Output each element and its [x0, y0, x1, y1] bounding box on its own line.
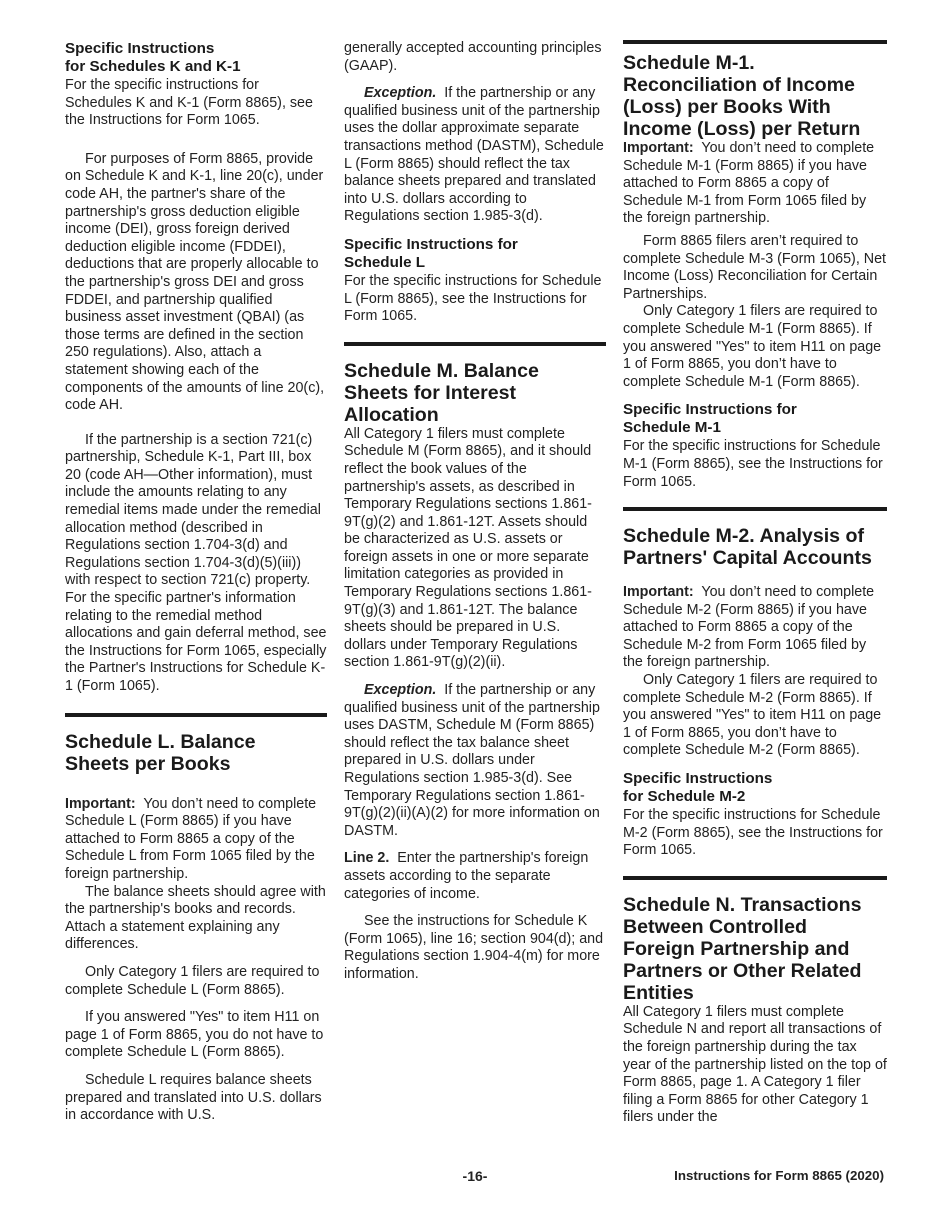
section-schedule-m1 [623, 40, 887, 491]
heading-schedule-m1: Schedule M-1. Reconciliation of Income (Loss) per Books With Income (Loss) per Return [623, 52, 861, 140]
column-right [623, 40, 887, 1127]
heading-specific-instructions-k: Specific Instructions for Schedules K and K-1 [65, 40, 241, 75]
heading-schedule-n: Schedule N. Transactions Between Controlled Foreign Partnership and Partners or Other Related Entities [623, 893, 862, 1004]
heading-schedule-m2: Schedule M-2. Analysis of Partners' Capital Accounts [623, 525, 872, 570]
section-schedule-n [623, 876, 887, 1127]
paragraph: Important: You don’t need to complete Schedule L (Form 8865) if you have attached to Form 8865 a copy of the Schedule L from Form 1065 filed by the foreign partnership. [65, 795, 317, 882]
paragraph: Schedule L requires balance sheets prepared and translated into U.S. dollars in accordance with U.S. [65, 1071, 322, 1124]
column-middle [344, 40, 606, 984]
paragraph: For the specific instructions for Schedule M-1 (Form 8865), see the Instructions for Form 1065. [623, 438, 883, 490]
heading-specific-instructions-l: Specific Instructions for Schedule L [344, 235, 518, 271]
heading-schedule-m: Schedule M. Balance Sheets for Interest Allocation [344, 359, 539, 426]
paragraph: Exception. If the partnership or any qualified business unit of the partnership uses DASTM, Schedule M (Form 8865) should reflect the tax balance sheet prepared in U.S. dollars under Regulations section 1.985-3(d). See Temporary Regulations section 1.861-9T(g)(2)(ii)(A)(2) for more information on DASTM. [344, 682, 600, 839]
paragraph: Line 2. Enter the partnership's foreign assets according to the separate categories of income. [344, 850, 589, 902]
section-schedule-m [344, 342, 606, 984]
paragraph: If the partnership is a section 721(c) partnership, Schedule K-1, Part III, box 20 (code AH—Other information), must include the amounts relating to any remedial items made under the remedial allocation method (described in Regulations section 1.704-3(d) and Regulations section 1.704-3(d)(5)(iii)) with respect to section 721(c) property. For the specific partner's information relating to the remedial method allocations and gain deferral method, see the Instructions for Form 1065, especially the Partner's Instructions for Schedule K-1 (Form 1065). [65, 431, 327, 694]
section-schedule-m2 [623, 507, 887, 860]
paragraph: For the specific instructions for Schedules K and K-1 (Form 8865), see the Instructions for Form 1065. [65, 77, 313, 129]
paragraph: Only Category 1 filers are required to complete Schedule L (Form 8865). [65, 963, 320, 998]
paragraph: Only Category 1 filers are required to complete Schedule M-2 (Form 8865). If you answered "Yes" to item H11 on page 1 of Form 8865, you don’t have to complete Schedule M-2 (Form 8865). [623, 672, 882, 759]
paragraph: For the specific instructions for Schedule L (Form 8865), see the Instructions for Form 1065. [344, 272, 602, 325]
paragraph: Important: You don’t need to complete Schedule M-2 (Form 8865) if you have attached to Form 8865 a copy of the Schedule M-2 from Form 1065 filed by the foreign partnership. [623, 584, 875, 671]
paragraph: The balance sheets should agree with the partnership's books and records. Attach a statement explaining any differences. [65, 883, 326, 953]
paragraph: See the instructions for Schedule K (Form 1065), line 16; section 904(d); and Regulations section 1.904-4(m) for more information. [344, 913, 604, 982]
paragraph: generally accepted accounting principles (GAAP). [344, 40, 602, 74]
paragraph: All Category 1 filers must complete Schedule N and report all transactions of the foreign partnership during the tax year of the partnership listed on the top of Form 8865, page 1. A Category 1 filer filing a Form 8865 for other Category 1 filers under the [623, 1003, 887, 1126]
paragraph: If you answered "Yes" to item H11 on page 1 of Form 8865, you do not have to complete Schedule L (Form 8865). [65, 1009, 324, 1061]
heading-schedule-l: Schedule L. Balance Sheets per Books [65, 730, 256, 775]
heading-specific-instructions-m2: Specific Instructions for Schedule M-2 [623, 770, 773, 806]
paragraph: Exception. If the partnership or any qualified business unit of the partnership uses the dollar approximate separate transactions method (DASTM), Schedule L (Form 8865) should reflect the tax balance sheets prepared and translated into U.S. dollars according to Regulations section 1.985-3(d). [344, 85, 604, 225]
column-left [65, 40, 327, 1125]
section-schedule-l [65, 713, 327, 1125]
paragraph: Form 8865 filers aren’t required to complete Schedule M-3 (Form 1065), Net Income (Loss) Reconciliation for Certain Partnerships. [623, 232, 887, 302]
paragraph: For purposes of Form 8865, provide on Schedule K and K-1, line 20(c), under code AH, the partner's share of the partnership's gross deduction eligible income (DEI), gross foreign derived deduction eligible income (FDDEI), deductions that are properly allocable to the partnership's gross DEI and gross FDDEI, and partnership qualified business asset investment (QBAI) (as those terms are defined in the section 250 regulations). Also, attach a statement showing each of the components of the amounts of line 20(c), code AH. [65, 150, 325, 414]
page-number: -16- [462, 1168, 488, 1184]
paragraph: Important: You don’t need to complete Schedule M-1 (Form 8865) if you have attached to Form 8865 a copy of Schedule M-1 from Form 1065 filed by the foreign partnership. [623, 140, 875, 227]
paragraph: Only Category 1 filers are required to complete Schedule M-1 (Form 8865). If you answered "Yes" to item H11 on page 1 of Form 8865, you don’t have to complete Schedule M-1 (Form 8865). [623, 303, 882, 390]
document-title: Instructions for Form 8865 (2020) [674, 1168, 884, 1183]
paragraph: For the specific instructions for Schedule M-2 (Form 8865), see the Instructions for Form 1065. [623, 807, 883, 859]
paragraph: All Category 1 filers must complete Schedule M (Form 8865), and it should reflect the book values of the partnership's assets, as described in Temporary Regulations sections 1.861-9T(g)(2) and 1.861-12T. Assets should be characterized as U.S. assets or foreign assets in one or more separate limitation categories as provided in Temporary Regulations sections 1.861-9T(g)(3) and 1.861-12T. The balance sheets should be prepared in U.S. dollars under Temporary Regulations section 1.861-9T(g)(2)(ii). [344, 425, 592, 671]
heading-specific-instructions-m1: Specific Instructions for Schedule M-1 [623, 401, 797, 437]
